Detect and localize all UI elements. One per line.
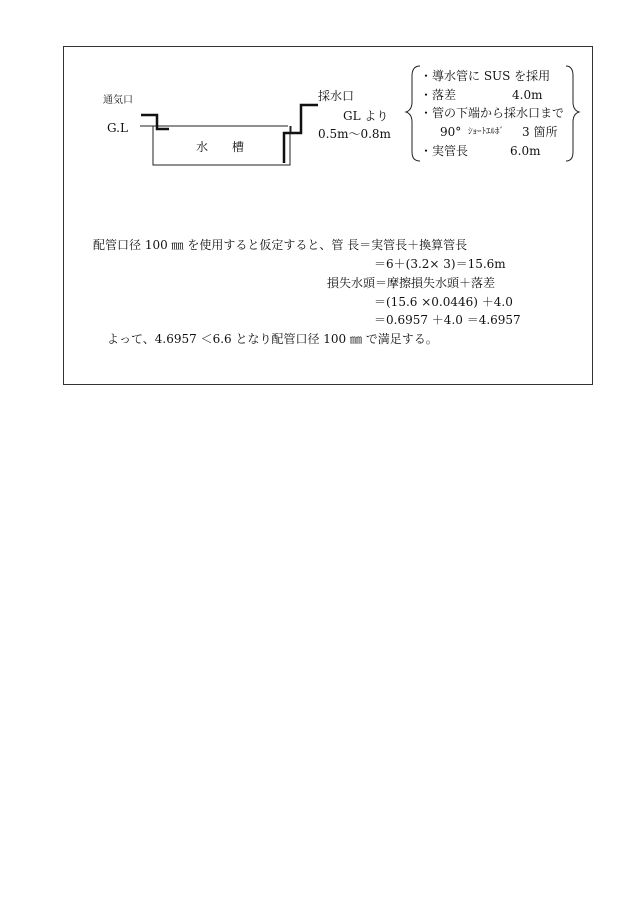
calc-pipe-length: ＝6＋(3.2× 3)＝15.6m [374, 257, 506, 271]
gl-from-label: GL より [343, 109, 389, 123]
vent-label: 通気口 [103, 95, 133, 106]
intake-label: 採水口 [318, 89, 355, 103]
tank-label: 水 槽 [196, 140, 245, 154]
bracket-left [406, 66, 420, 161]
condition-head-value: 4.0m [512, 88, 543, 102]
calc-head-loss-step1: ＝(15.6 ×0.0446) ＋4.0 [374, 295, 513, 309]
condition-elbow-count: 3 箇所 [522, 125, 558, 139]
depth-range-label: 0.5m～0.8m [318, 127, 391, 141]
calc-assumption: 配管口径 100 ㎜ を使用すると仮定すると、管 長＝実管長＋換算管長 [93, 238, 468, 252]
calc-conclusion: よって、4.6957 ＜6.6 となり配管口径 100 ㎜ で満足する。 [107, 332, 438, 346]
intake-pipe [284, 105, 318, 163]
bracket-right [566, 66, 579, 161]
condition-length-label: ・実管長 [420, 144, 469, 158]
condition-pipe-route: ・管の下端から採水口まで [420, 106, 565, 120]
condition-elbow-type: ｼｮｰﾄｴﾙﾎﾞ [468, 127, 505, 137]
gl-label: G.L [107, 121, 128, 135]
condition-elbow-angle: 90° [440, 125, 462, 139]
calc-head-loss-formula: 損失水頭＝摩擦損失水頭＋落差 [327, 276, 496, 290]
condition-length-value: 6.0m [510, 144, 541, 158]
vent-pipe [141, 115, 169, 129]
condition-head-label: ・落差 [420, 88, 457, 102]
calc-head-loss-result: ＝0.6957 ＋4.0 ＝4.6957 [374, 313, 521, 327]
condition-material: ・導水管に SUS を採用 [420, 69, 551, 83]
